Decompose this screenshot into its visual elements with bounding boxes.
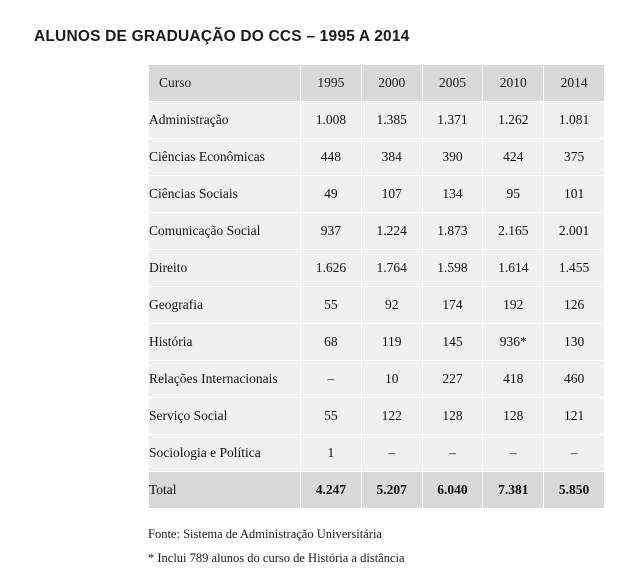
value-2010: 1.614 xyxy=(483,250,544,287)
value-2000: 384 xyxy=(361,139,422,176)
table-row xyxy=(149,213,605,250)
value-2014: 2.001 xyxy=(544,213,605,250)
value-2010: 424 xyxy=(483,139,544,176)
value-2010: 936* xyxy=(483,324,544,361)
table-row xyxy=(149,287,605,324)
column-header-1995: 1995 xyxy=(301,65,362,102)
value-2005: 145 xyxy=(422,324,483,361)
value-2014: 1.081 xyxy=(544,102,605,139)
value-2010: 2.165 xyxy=(483,213,544,250)
students-table xyxy=(148,64,605,509)
value-1995: – xyxy=(301,361,362,398)
value-2000: 119 xyxy=(361,324,422,361)
course-name: Direito xyxy=(149,250,301,287)
table-row xyxy=(149,176,605,213)
value-1995: 55 xyxy=(301,287,362,324)
column-header-2000: 2000 xyxy=(361,65,422,102)
table-total-row xyxy=(149,472,605,509)
table-row xyxy=(149,250,605,287)
value-2000: – xyxy=(361,435,422,472)
total-2000: 5.207 xyxy=(361,472,422,509)
value-2014: 126 xyxy=(544,287,605,324)
value-2000: 122 xyxy=(361,398,422,435)
table-head xyxy=(149,65,605,102)
value-2005: 128 xyxy=(422,398,483,435)
value-1995: 68 xyxy=(301,324,362,361)
value-2000: 1.385 xyxy=(361,102,422,139)
value-2000: 107 xyxy=(361,176,422,213)
page-title: ALUNOS DE GRADUAÇÃO DO CCS – 1995 A 2014 xyxy=(34,28,410,45)
value-2005: 1.873 xyxy=(422,213,483,250)
table-row xyxy=(149,435,605,472)
value-1995: 55 xyxy=(301,398,362,435)
course-name: Serviço Social xyxy=(149,398,301,435)
value-2014: 130 xyxy=(544,324,605,361)
value-2000: 10 xyxy=(361,361,422,398)
total-2005: 6.040 xyxy=(422,472,483,509)
course-name: Relações Internacionais xyxy=(149,361,301,398)
course-name: Geografia xyxy=(149,287,301,324)
value-2005: 227 xyxy=(422,361,483,398)
value-2005: 134 xyxy=(422,176,483,213)
course-name: História xyxy=(149,324,301,361)
course-name: Ciências Econômicas xyxy=(149,139,301,176)
course-name: Administração xyxy=(149,102,301,139)
table-container xyxy=(0,64,640,509)
value-2005: – xyxy=(422,435,483,472)
value-2014: 375 xyxy=(544,139,605,176)
value-2014: 1.455 xyxy=(544,250,605,287)
table-notes xyxy=(0,509,640,571)
table-row xyxy=(149,324,605,361)
value-1995: 1.008 xyxy=(301,102,362,139)
table-row xyxy=(149,102,605,139)
value-2010: 192 xyxy=(483,287,544,324)
table-row xyxy=(149,398,605,435)
total-1995: 4.247 xyxy=(301,472,362,509)
column-header-2005: 2005 xyxy=(422,65,483,102)
course-name: Ciências Sociais xyxy=(149,176,301,213)
table-body xyxy=(149,102,605,509)
course-name: Comunicação Social xyxy=(149,213,301,250)
total-label: Total xyxy=(149,472,301,509)
footnote: * Inclui 789 alunos do curso de História a distância xyxy=(148,550,405,565)
value-2010: 1.262 xyxy=(483,102,544,139)
value-2014: 460 xyxy=(544,361,605,398)
value-2014: 121 xyxy=(544,398,605,435)
column-header-2014: 2014 xyxy=(544,65,605,102)
column-header-2010: 2010 xyxy=(483,65,544,102)
value-2014: 101 xyxy=(544,176,605,213)
value-2005: 1.371 xyxy=(422,102,483,139)
table-row xyxy=(149,361,605,398)
value-1995: 937 xyxy=(301,213,362,250)
value-1995: 49 xyxy=(301,176,362,213)
value-2005: 390 xyxy=(422,139,483,176)
value-2000: 92 xyxy=(361,287,422,324)
total-2014: 5.850 xyxy=(544,472,605,509)
value-2010: 418 xyxy=(483,361,544,398)
value-2010: – xyxy=(483,435,544,472)
value-2000: 1.764 xyxy=(361,250,422,287)
column-header-curso: Curso xyxy=(149,65,301,102)
value-1995: 1 xyxy=(301,435,362,472)
value-2005: 1.598 xyxy=(422,250,483,287)
value-2000: 1.224 xyxy=(361,213,422,250)
table-row xyxy=(149,139,605,176)
value-1995: 448 xyxy=(301,139,362,176)
value-2010: 128 xyxy=(483,398,544,435)
course-name: Sociologia e Política xyxy=(149,435,301,472)
value-2010: 95 xyxy=(483,176,544,213)
total-2010: 7.381 xyxy=(483,472,544,509)
value-2005: 174 xyxy=(422,287,483,324)
value-2014: – xyxy=(544,435,605,472)
table-header-row xyxy=(149,65,605,102)
source-note: Fonte: Sistema de Administração Universitária xyxy=(148,527,382,541)
value-1995: 1.626 xyxy=(301,250,362,287)
